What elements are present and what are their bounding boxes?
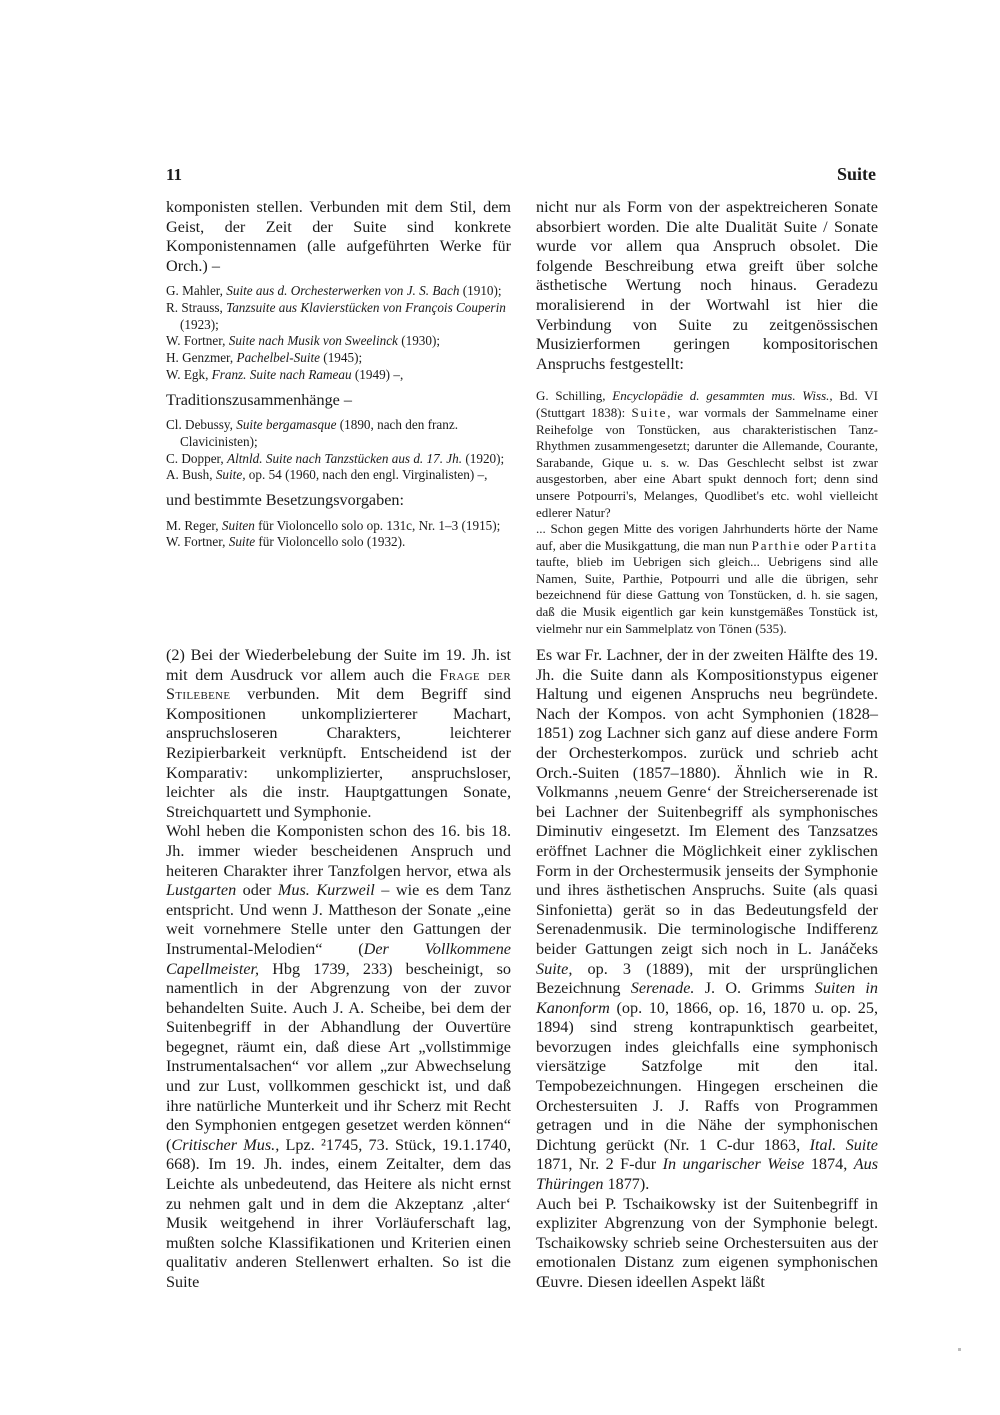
quote-block: ... Schon gegen Mitte des vorigen Jahrhunderts hörte der Name auf, aber die Musikgattung, die man nun Parthie oder Partita taufte, blieb im Uebrigen sich gleich... Uebrigens sind alle Namen, Suite, Parthie, Potpourri und alle die übrigen, sehr bezeichnend für diese Gattung von Tonstücken, d. h. sie sagen, daß die Musik eigentlich gar kein kunstgemäßes Tonstück ist, vielmehr nur ein Sammelplatz von Tönen (535). (536, 521, 878, 636)
list-item: C. Dopper, Altnld. Suite nach Tanzstücken aus d. 17. Jh. (1920); (166, 450, 505, 466)
works-list-2 (166, 417, 511, 484)
list-item: W. Egk, Franz. Suite nach Rameau (1949) –, (166, 366, 404, 382)
intro-paragraph: nicht nur als Form von der aspektreicheren Sonate absorbiert worden. Die alte Dualität Suite / Sonate wurde vor allem qua Anspruch obsolet. Die folgende Beschreibung etwa greift über solche ästhetische Wertung noch hinaus. Geradezu moralisierend in der Wortwahl ist hier die Verbindung von Suite zu zeitgenössischen Musizierformen geringen kompositorischen Anspruchs festgestellt: (536, 198, 878, 373)
body-paragraph: Es war Fr. Lachner, der in der zweiten Hälfte des 19. Jh. die Suite dann als Kompositionstypus eigener Haltung und eigenen Anspruchs neu begründete. Nach der Kompos. von acht Symphonien (1828–1851) zog Lachner sich ganz auf diese andere Form der Orchesterkompos. zurück und schrieb acht Orch.-Suiten (1857–1880). Ähnlich wie in R. Volkmanns ‚neuem Genre‘ der Streicherserenade ist bei Lachner der Suitenbegriff als symphonisches Diminutiv eingesetzt. Im Element des Tanzsatzes eröffnet Lachner die Möglichkeit einer zyklischen Form in der Orchestermusik jenseits der Symphonie und ihres ästhetischen Anspruchs. Suite (als quasi Sinfonietta) gerät so in das Bedeutungsfeld der Serenadenmusik. Die terminologische Indifferenz beider Gattungen zeigt sich noch in L. Janáčeks Suite, op. 3 (1889), mit der ursprünglichen Bezeichnung Serenade. J. O. Grimms Suiten in Kanonform (op. 10, 1866, op. 16, 1870 u. op. 25, 1894) sind streng kontrapunktisch gearbeitet, bevorzugen indes gleichfalls eine symphonisch viersätzige Satzfolge mit den ital. Tempobezeichnungen. Hingegen erscheinen die Orchestersuiten J. J. Raffs von Programmen getragen und in die Nähe der symphonischen Dichtung gerückt (Nr. 1 C-dur 1863, Ital. Suite 1871, Nr. 2 F-dur In ungarischer Weise 1874, Aus Thüringen 1877). (536, 646, 878, 1194)
left-bottom-column (166, 646, 511, 1293)
works-list-1 (166, 283, 511, 383)
body-paragraph: Auch bei P. Tschaikowsky ist der Suitenbegriff in expliziter Abgrenzung von der Symphonie belegt. Tschaikowsky schrieb seine Orchestersuiten aus der emotionalen Distanz zum eigenen symphonischen Œuvre. Diesen ideellen Aspekt läßt (536, 1194, 878, 1291)
list-item: H. Genzmer, Pachelbel-Suite (1945); (166, 350, 363, 366)
body-paragraph: (2) Bei der Wiederbelebung der Suite im 19. Jh. ist mit dem Ausdruck vor allem auch die Frage der Stilebene verbunden. Mit dem Begriff sind Kompositionen unkomplizierterer Machart, anspruchsloseren Charakters, leichterer Rezipierbarkeit verknüpft. Entscheidend ist der Komparativ: unkomplizierter, anspruchsloser, leichter als die instr. Hauptgattungen Sonate, Streichquartett und Symphonie. (166, 646, 511, 821)
list-label: Traditionszusammenhänge – (166, 390, 352, 409)
list-label: und bestimmte Besetzungsvorgaben: (166, 491, 404, 509)
list-item: A. Bush, Suite, op. 54 (1960, nach den engl. Virginalisten) –, (166, 467, 488, 483)
list-item: R. Strauss, Tanzsuite aus Klavierstücken von François Couperin (1923); (166, 300, 506, 332)
list-item: W. Fortner, Suite nach Musik von Sweelinck (1930); (166, 333, 441, 349)
right-bottom-column (536, 646, 878, 1293)
scan-speck (958, 1348, 961, 1351)
running-head: Suite (836, 164, 876, 184)
left-top-column (166, 198, 511, 551)
list-item: W. Fortner, Suite für Violoncello solo (1932). (166, 534, 406, 550)
list-item: M. Reger, Suiten für Violoncello solo op. 131c, Nr. 1–3 (1915); (166, 517, 501, 533)
works-list-3 (166, 518, 511, 551)
page-number: 11 (166, 165, 183, 184)
body-paragraph: Wohl heben die Komponisten schon des 16. bis 18. Jh. immer wieder bescheidenen Anspruch und heiteren Charakter ihrer Tanzfolgen hervor, etwa als Lustgarten oder Mus. Kurzweil – wie es dem Tanz entspricht. Und wenn J. Mattheson der Sonate „eine weit vornehmere Stelle unter den Gattungen der Instrumental-Melodien“ (Der Vollkommene Capellmeister, Hbg 1739, 233) bescheinigt, so namentlich in der Abgrenzung von der zuvor behandelten Suite. Auch J. A. Scheibe, bei dem der Suitenbegriff in der Abhandlung der Ouvertüre begegnet, räumt ein, daß diese Art „vollstimmige Instrumentalsachen“ vor allem „zur Abwechselung und zur Lust, vollkommen geschickt ist, und daß ihre natürliche Munterkeit und ihr Scherz mit Recht den Symphonien entgegen gesetzet werden können“ (Critischer Mus., Lpz. ²1745, 73. Stück, 19.1.1740, 668). Im 19. Jh. indes, einem Zeitalter, dem das Leichte als unbedeutend, das Heitere als nicht ernst zu nehmen galt und in dem die Akzeptanz ‚alter‘ Musik weitgehend in ihrer Vorläuferschaft lag, mußten solche Klassifikationen und Kriterien einen qualitativ anderen Stellenwert erhalten. So ist die Suite (166, 822, 512, 1291)
list-item: Cl. Debussy, Suite bergamasque (1890, nach den franz. Clavicinisten); (166, 417, 459, 449)
quote-block: G. Schilling, Encyclopädie d. gesammten mus. Wiss., Bd. VI (Stuttgart 1838): Suite, war vormals der Sammelname einer Reihefolge von Tonstücken, aus charakteristischen Tanz-Rhythmen zusammengesetzt; darunter die Allemande, Courante, Sarabande, Gique u. s. w. Das Geschlecht selbst ist zwar ausgestorben, aber eine Abart spukt dennoch fort; denn sind unsere Potpourri's, Melanges, Quodlibet's etc. wohl vielleicht edlerer Natur? (536, 388, 878, 520)
intro-paragraph: komponisten stellen. Verbunden mit dem Stil, dem Geist, der Zeit der Suite sind konkrete Komponistennamen (alle aufgeführten Werke für Orch.) – (166, 198, 511, 275)
right-top-column (536, 198, 878, 637)
list-item: G. Mahler, Suite aus d. Orchesterwerken von J. S. Bach (1910); (166, 283, 502, 299)
